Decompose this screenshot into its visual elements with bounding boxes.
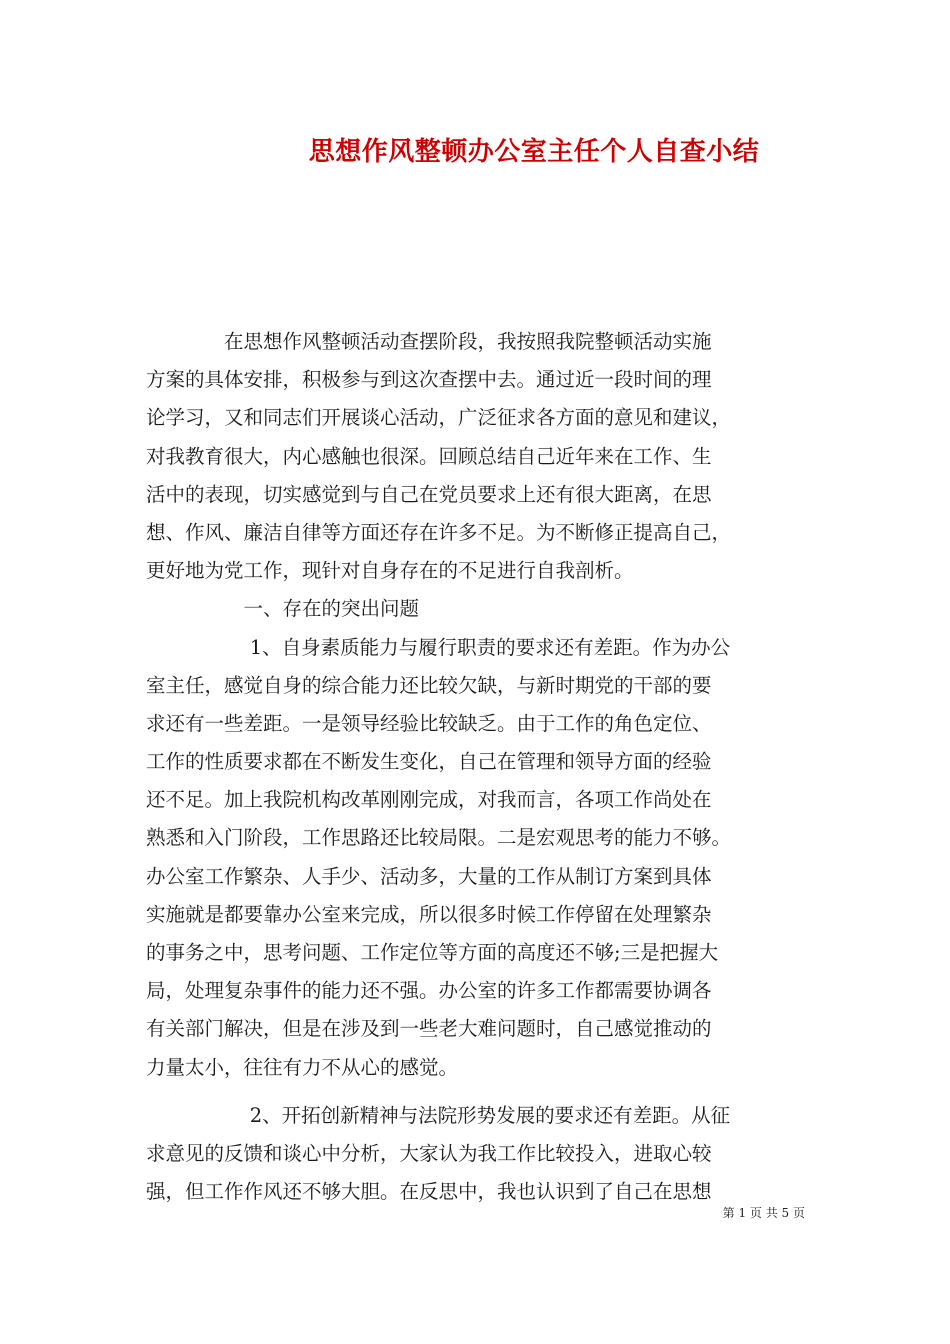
text-line: 1、自身素质能力与履行职责的要求还有差距。作为办公 [146, 635, 731, 659]
text-line: 的事务之中，思考问题、工作定位等方面的高度还不够;三是把握大 [146, 941, 719, 964]
text-line: 有关部门解决，但是在涉及到一些老大难问题时，自己感觉推动的 [146, 1017, 712, 1041]
text-line: 一、存在的突出问题 [146, 597, 420, 621]
text-line: 室主任，感觉自身的综合能力还比较欠缺，与新时期党的干部的要 [146, 673, 712, 697]
text-line: 求还有一些差距。一是领导经验比较缺乏。由于工作的角色定位、 [146, 711, 712, 735]
text-line: 办公室工作繁杂、人手少、活动多，大量的工作从制订方案到具体 [146, 864, 712, 888]
text-line: 2、开拓创新精神与法院形势发展的要求还有差距。从征 [146, 1103, 731, 1127]
text-line: 实施就是都要靠办公室来完成，所以很多时候工作停留在处理繁杂 [146, 902, 712, 926]
page-number-footer: 第 1 页 共 5 页 [722, 1206, 805, 1220]
text-line: 对我教育很大，内心感触也很深。回顾总结自己近年来在工作、生 [146, 444, 712, 468]
text-line: 更好地为党工作，现针对自身存在的不足进行自我剖析。 [146, 559, 634, 583]
text-line: 在思想作风整顿活动查摆阶段，我按照我院整顿活动实施 [146, 330, 712, 353]
paragraph-gap [146, 1087, 826, 1097]
text-line: 论学习，又和同志们开展谈心活动，广泛征求各方面的意见和建议， [146, 406, 732, 430]
text-line: 力量太小，往往有力不从心的感觉。 [146, 1055, 459, 1079]
text-line: 活中的表现，切实感觉到与自己在党员要求上还有很大距离，在思 [146, 482, 712, 506]
text-line: 求意见的反馈和谈心中分析，大家认为我工作比较投入，进取心较 [146, 1141, 712, 1165]
text-line: 方案的具体安排，积极参与到这次查摆中去。通过近一段时间的理 [146, 368, 712, 392]
text-line: 还不足。加上我院机构改革刚刚完成，对我而言，各项工作尚处在 [146, 788, 712, 812]
text-line: 工作的性质要求都在不断发生变化，自己在管理和领导方面的经验 [146, 750, 712, 774]
text-line: 想、作风、廉洁自律等方面还存在许多不足。为不断修正提高自己， [146, 520, 732, 544]
text-line: 局，处理复杂事件的能力还不强。办公室的许多工作都需要协调各 [146, 979, 712, 1003]
text-line: 强，但工作作风还不够大胆。在反思中，我也认识到了自己在思想 [146, 1180, 712, 1204]
document-body [146, 323, 826, 1211]
document-title: 思想作风整顿办公室主任个人自查小结 [308, 137, 760, 167]
text-line: 熟悉和入门阶段，工作思路还比较局限。二是宏观思考的能力不够。 [146, 826, 732, 850]
